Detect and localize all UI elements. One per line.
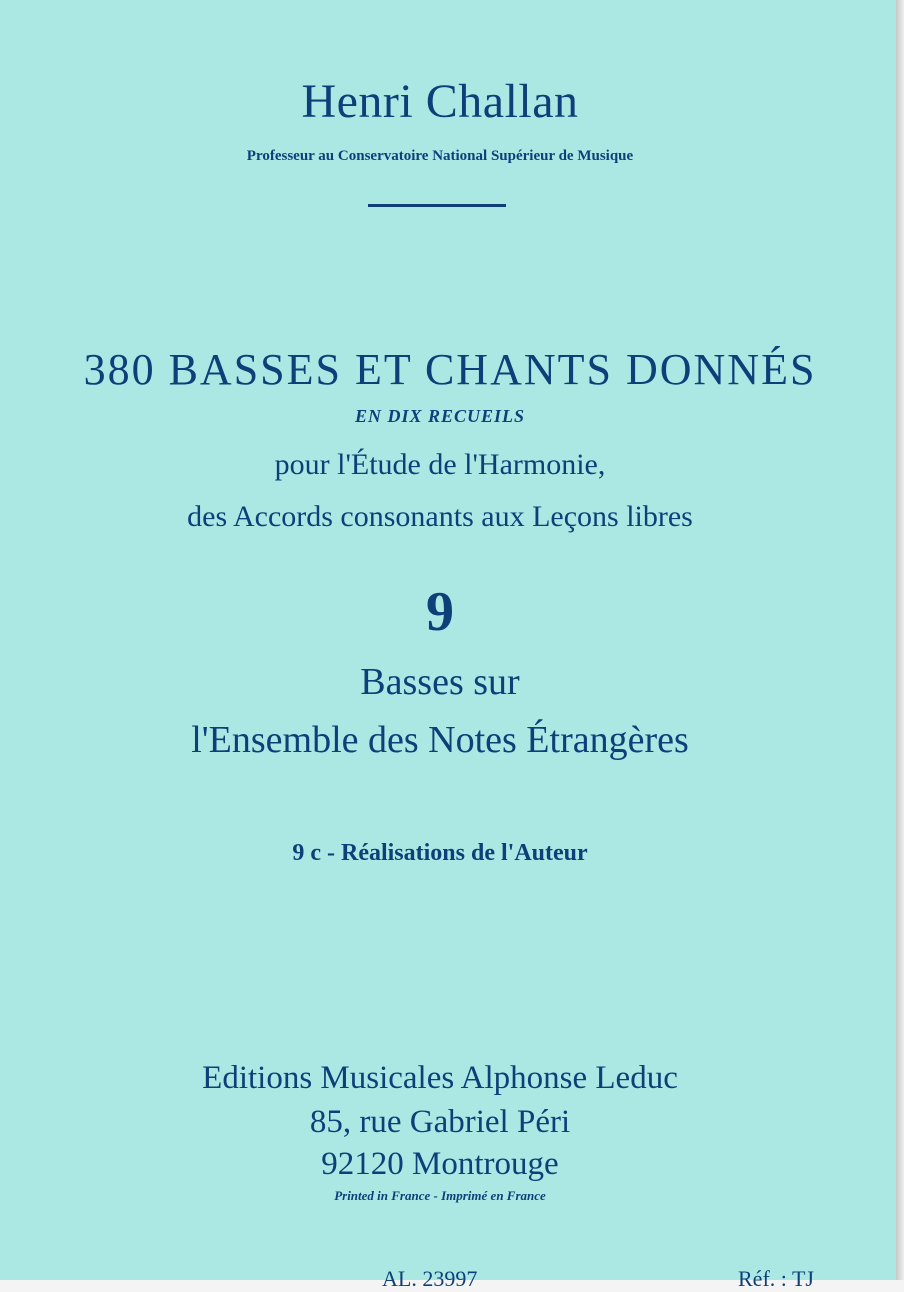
work-description-line2: des Accords consonants aux Leçons libres: [187, 500, 693, 533]
volume-title-line2: l'Ensemble des Notes Étrangères: [191, 719, 689, 761]
publisher-street: 85, rue Gabriel Péri: [309, 1104, 571, 1140]
author-title: Professeur au Conservatoire National Supérieur de Musique: [246, 148, 634, 164]
author-name: Henri Challan: [301, 75, 579, 128]
publisher-city: 92120 Montrouge: [321, 1146, 559, 1182]
volume-number: 9: [426, 581, 454, 643]
page-edge-shadow: [896, 0, 904, 1280]
volume-part: 9 c - Réalisations de l'Auteur: [292, 840, 588, 866]
divider-rule: [368, 204, 506, 207]
printed-notice: Printed in France - Imprimé en France: [334, 1188, 546, 1203]
reference-code: Réf. : TJ: [738, 1266, 814, 1291]
work-subtitle: EN DIX RECUEILS: [354, 406, 526, 426]
work-description-line1: pour l'Étude de l'Harmonie,: [274, 448, 606, 481]
volume-title-line1: Basses sur: [360, 661, 520, 703]
catalog-number: AL. 23997: [382, 1266, 478, 1291]
work-title: 380 BASSES ET CHANTS DONNÉS: [83, 345, 817, 394]
publisher-name: Editions Musicales Alphonse Leduc: [202, 1060, 678, 1096]
